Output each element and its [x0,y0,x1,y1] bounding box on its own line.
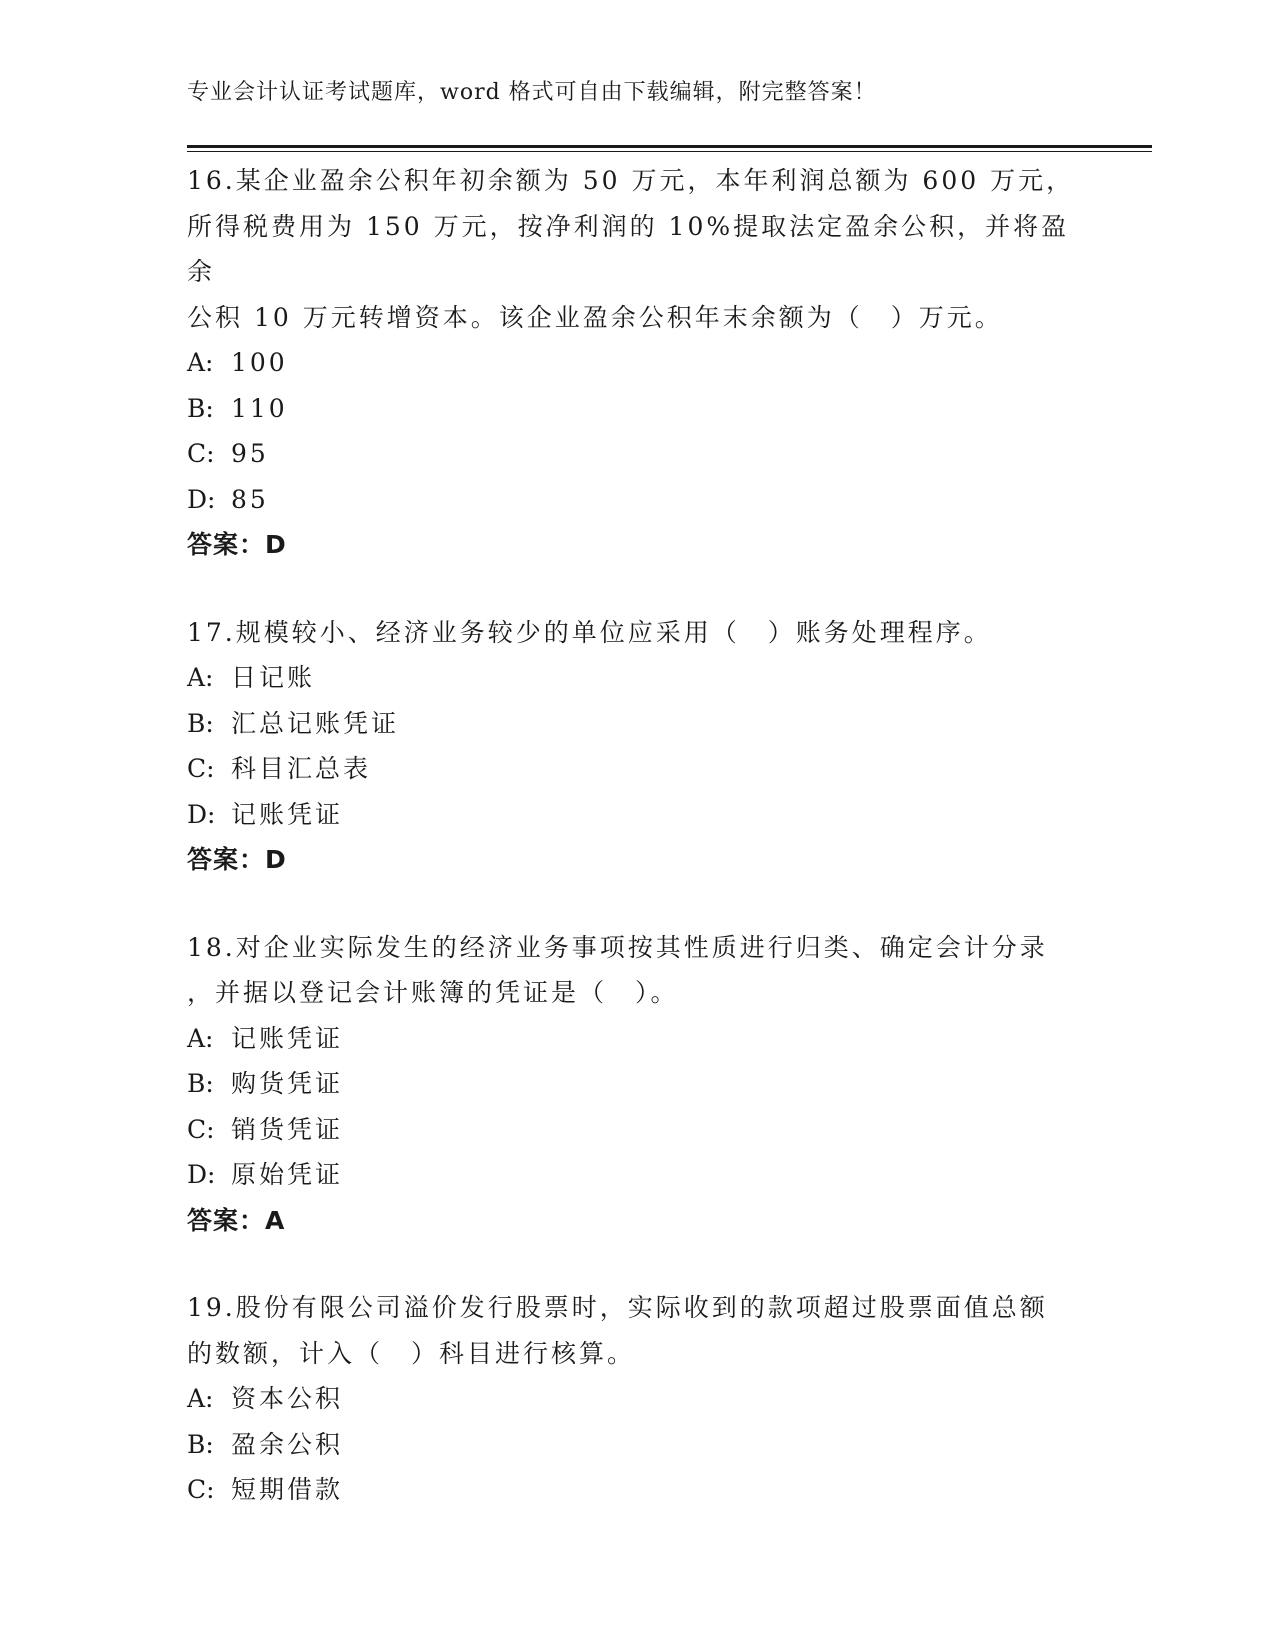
option-b [187,1422,1087,1468]
option-c [187,1467,1087,1513]
option-letter: D: [187,799,216,829]
option-letter: D: [187,1160,216,1189]
question-line: 18.对企业实际发生的经济业务事项按其性质进行归类、确定会计分录 [187,932,1048,962]
option-letter: C: [187,754,215,783]
question-line: 16.某企业盈余公积年初余额为 50 万元，本年利润总额为 600 万元， [187,166,1075,195]
option-a [187,1376,1087,1422]
option-text: 汇总记账凭证 [231,708,400,738]
option-a [187,1016,1087,1062]
option-text: 购货凭证 [231,1069,344,1098]
option-b [187,701,1087,747]
question-line: 公积 10 万元转增资本。该企业盈余公积年末余额为（ ）万元。 [187,302,1003,332]
option-text: 资本公积 [231,1384,344,1413]
question-16 [187,158,1087,568]
option-d [187,477,1087,523]
option-text: 科目汇总表 [231,754,372,783]
option-d [187,1152,1087,1198]
question-line: 17.规模较小、经济业务较少的单位应采用（ ）账务处理程序。 [187,617,992,647]
option-a [187,655,1087,701]
question-18 [187,925,1087,1244]
option-text: 销货凭证 [231,1114,344,1144]
option-letter: B: [187,1429,214,1459]
option-letter: B: [187,393,214,423]
option-b [187,1061,1087,1107]
option-c [187,1107,1087,1153]
option-text: 日记账 [231,663,316,692]
question-line: 19.股份有限公司溢价发行股票时，实际收到的款项超过股票面值总额 [187,1293,1048,1322]
answer: 答案：A [187,1205,286,1235]
option-letter: C: [187,1114,215,1144]
question-line: 所得税费用为 150 万元，按净利润的 10%提取法定盈余公积，并将盈余 [187,211,1070,286]
option-text: 原始凭证 [231,1160,344,1189]
question-text [187,158,1087,340]
page-header: 专业会计认证考试题库，word 格式可自由下载编辑，附完整答案！ [187,80,877,105]
question-text [187,925,1087,1016]
option-text: 短期借款 [231,1475,344,1504]
question-list [187,158,1087,1555]
answer: 答案：D [187,845,287,874]
option-text: 记账凭证 [231,799,344,829]
option-letter: D: [187,484,216,514]
question-19 [187,1285,1087,1513]
option-c [187,431,1087,477]
option-d [187,792,1087,838]
question-17 [187,610,1087,883]
option-letter: A: [187,348,214,377]
option-b [187,386,1087,432]
option-text: 85 [231,484,269,514]
option-c [187,746,1087,792]
answer: 答案：D [187,530,287,559]
option-text: 95 [231,439,269,468]
question-text [187,610,1087,656]
option-letter: A: [187,1384,214,1413]
option-letter: B: [187,708,214,738]
option-letter: B: [187,1069,214,1098]
question-text [187,1285,1087,1376]
option-text: 110 [231,393,288,423]
option-text: 记账凭证 [231,1023,344,1053]
option-text: 盈余公积 [231,1429,344,1459]
header-divider [187,145,1152,152]
question-line: 的数额，计入（ ）科目进行核算。 [187,1338,636,1368]
option-a [187,340,1087,386]
option-letter: A: [187,663,214,692]
option-letter: C: [187,1475,215,1504]
option-text: 100 [231,348,288,377]
option-letter: A: [187,1023,214,1053]
option-letter: C: [187,439,215,468]
question-line: ，并据以登记会计账簿的凭证是（ ）。 [187,978,679,1007]
